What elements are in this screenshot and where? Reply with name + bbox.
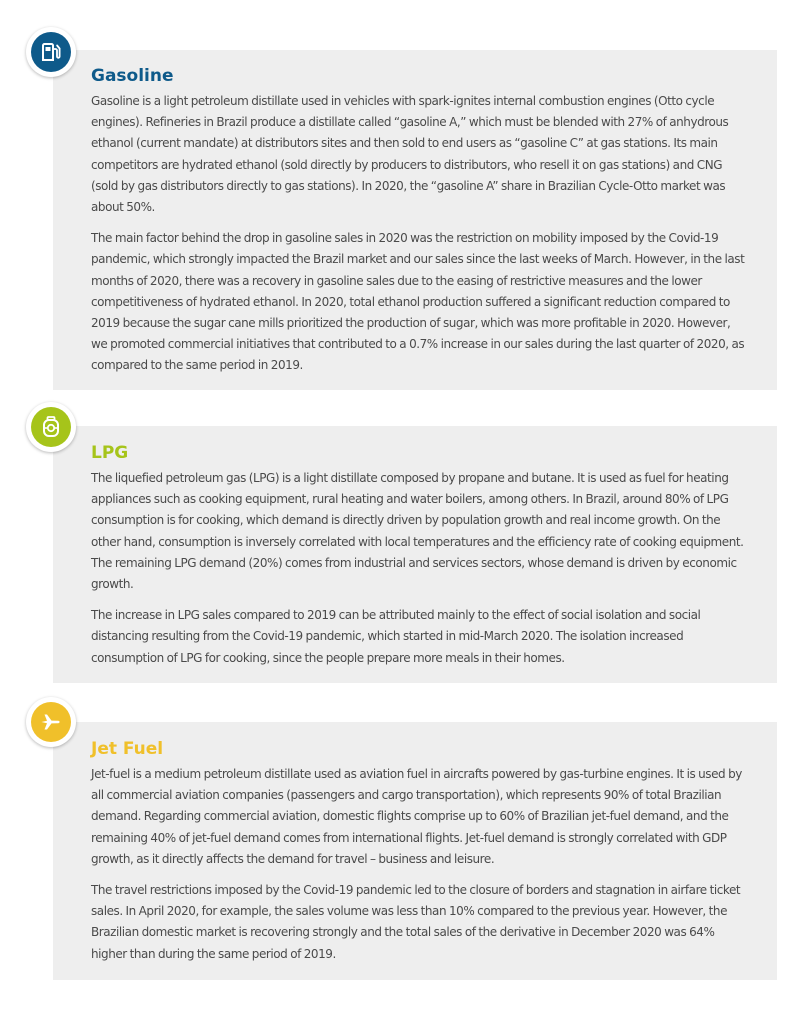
airplane-icon <box>39 710 63 734</box>
section-title-jet-fuel: Jet Fuel <box>91 739 164 759</box>
paragraph: The increase in LPG sales compared to 2019 can be attributed mainly to the effect of social isolation and social distancing resulting from the Covid-19 pandemic, which started in mid-March 2020. The isolation increased consumption of LPG for cooking, since the people prepare more meals in their homes. <box>91 608 701 665</box>
paragraph: The travel restrictions imposed by the Covid-19 pandemic led to the closure of borders and stagnation in airfare ticket sales. In April 2020, for example, the sales volume was less than 10% compared to the previous year. However, the Brazilian domestic market is recovering strongly and the total sales of the derivative in December 2020 was 64% higher than during the same period of 2019. <box>91 883 741 961</box>
jet-fuel-icon-badge <box>26 697 76 747</box>
paragraph: The main factor behind the drop in gasoline sales in 2020 was the restriction on mobility imposed by the Covid-19 pandemic, which strongly impacted the Brazil market and our sales since the last weeks of March. However, in the last months of 2020, there was a recovery in gasoline sales due to the easing of restrictive measures and the lower competitiveness of hydrated ethanol. In 2020, total ethanol production suffered a significant reduction compared to 2019 because the sugar cane mills prioritized the production of sugar, which was more profitable in 2020. However, we promoted commercial initiatives that contributed to a 0.7% increase in our sales during the last quarter of 2020, as compared to the same period in 2019. <box>91 231 745 373</box>
section-gasoline <box>53 50 777 390</box>
gas-cylinder-icon <box>39 415 63 439</box>
section-jet-fuel <box>53 722 777 980</box>
fuel-pump-icon <box>39 40 63 64</box>
paragraph: Gasoline is a light petroleum distillate used in vehicles with spark-ignites internal combustion engines (Otto cycle engines). Refineries in Brazil produce a distillate called “gasoline A,” which must be blended with 27% of anhydrous ethanol (current mandate) at distributors sites and then sold to end users as “gasoline C” at gas stations. Its main competitors are hydrated ethanol (sold directly by producers to distributors, who resell it on gas stations) and CNG (sold by gas distributors directly to gas stations). In 2020, the “gasoline A” share in Brazilian Cycle-Otto market was about 50%. <box>91 94 729 215</box>
paragraph: Jet-fuel is a medium petroleum distillate used as aviation fuel in aircrafts powered by gas-turbine engines. It is used by all commercial aviation companies (passengers and cargo transportation), which represents 90% of total Brazilian demand. Regarding commercial aviation, domestic flights comprise up to 60% of Brazilian jet-fuel demand, and the remaining 40% of jet-fuel demand comes from international flights. Jet-fuel demand is strongly correlated with GDP growth, as it directly affects the demand for travel – business and leisure. <box>91 767 742 866</box>
gasoline-icon-badge <box>26 27 76 77</box>
section-title-gasoline: Gasoline <box>91 66 174 86</box>
section-lpg <box>53 426 777 683</box>
lpg-icon-badge <box>26 402 76 452</box>
section-title-lpg: LPG <box>91 443 129 463</box>
paragraph: The liquefied petroleum gas (LPG) is a light distillate composed by propane and butane. It is used as fuel for heating appliances such as cooking equipment, rural heating and water boilers, among others. In Brazil, around 80% of LPG consumption is for cooking, which demand is directly driven by population growth and real income growth. On the other hand, consumption is inversely correlated with local temperatures and the efficiency rate of cooking equipment. The remaining LPG demand (20%) comes from industrial and services sectors, whose demand is driven by economic growth. <box>91 471 744 592</box>
